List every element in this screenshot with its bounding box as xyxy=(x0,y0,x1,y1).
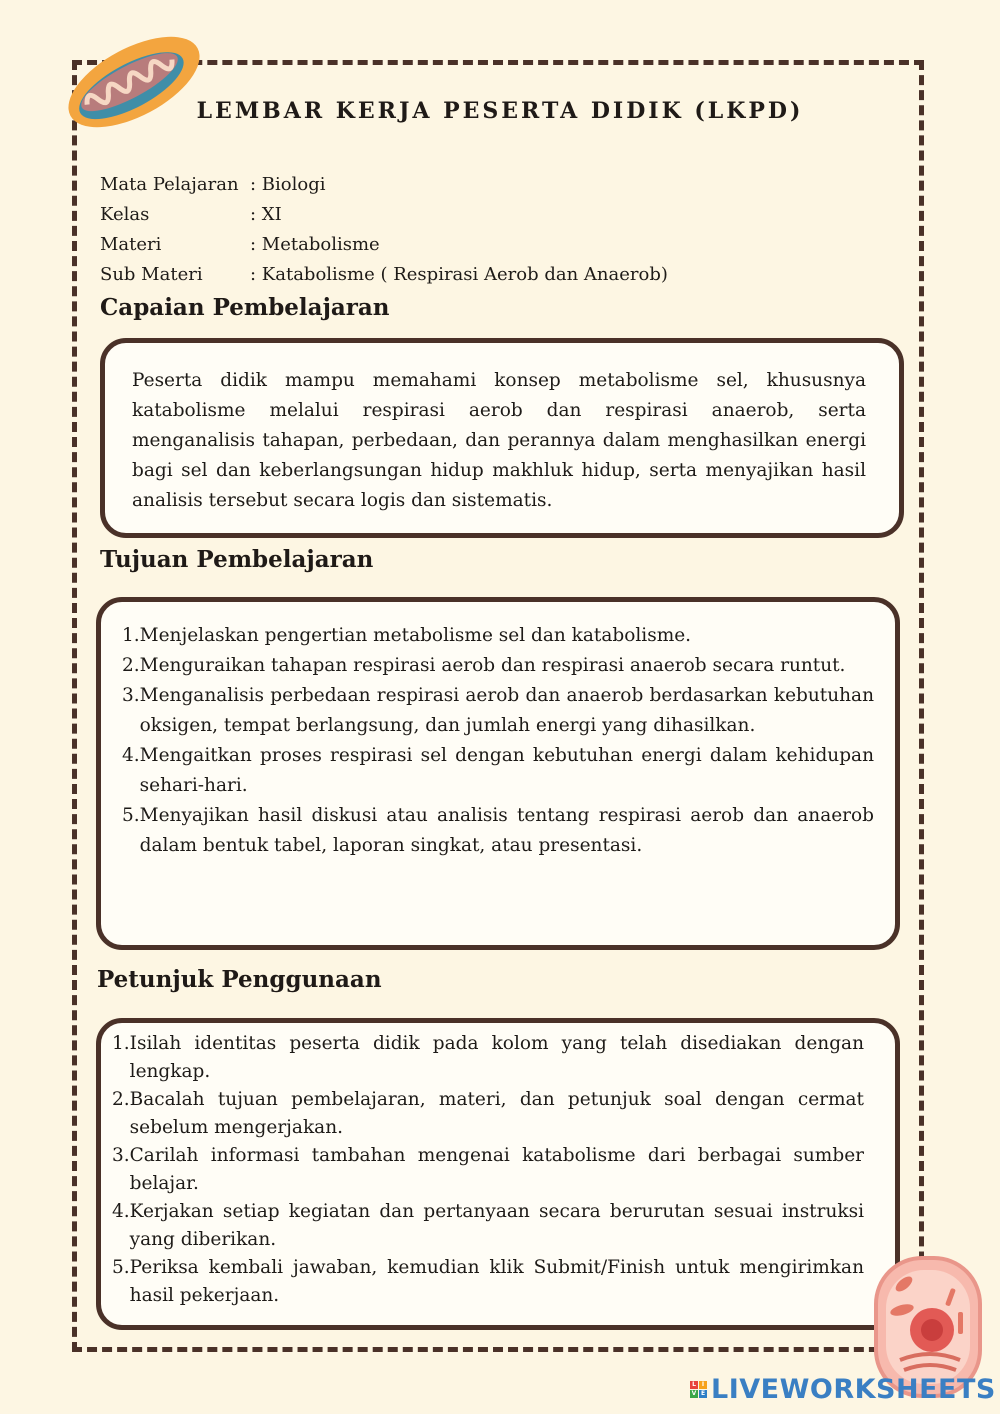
logo-badge-letter: L xyxy=(690,1381,698,1389)
list-item xyxy=(122,681,874,741)
identity-row xyxy=(100,260,668,290)
petunjuk-list-wrap xyxy=(112,1030,864,1310)
list-number: 1. xyxy=(112,1033,130,1054)
list-number: 5. xyxy=(112,1257,130,1278)
identity-value: : XI xyxy=(250,204,282,225)
list-item xyxy=(122,741,874,801)
list-text: Kerjakan setiap kegiatan dan pertanyaan secara berurutan sesuai instruksi yang diberikan. xyxy=(129,1201,864,1250)
list-item xyxy=(112,1254,864,1310)
list-item xyxy=(112,1030,864,1086)
list-text: Menganalisis perbedaan respirasi aerob dan anaerob berdasarkan kebutuhan oksigen, tempat berlangsung, dan jumlah energi yang dihasilkan. xyxy=(139,685,874,736)
identity-label: Kelas xyxy=(100,204,150,225)
tujuan-heading: Tujuan Pembelajaran xyxy=(100,546,374,573)
petunjuk-heading: Petunjuk Penggunaan xyxy=(97,966,382,993)
list-item xyxy=(112,1198,864,1254)
logo-wordmark: LIVEWORKSHEETS xyxy=(711,1373,996,1405)
page-title: LEMBAR KERJA PESERTA DIDIK (LKPD) xyxy=(196,98,804,124)
list-item xyxy=(122,651,874,681)
identity-block xyxy=(100,170,668,290)
identity-label: Mata Pelajaran xyxy=(100,174,239,195)
list-text: Bacalah tujuan pembelajaran, materi, dan petunjuk soal dengan cermat sebelum mengerjakan. xyxy=(129,1089,864,1138)
logo-badge-letter: I xyxy=(699,1381,707,1389)
logo-badge-letter: E xyxy=(700,1389,706,1397)
list-text: Menjelaskan pengertian metabolisme sel dan katabolisme. xyxy=(139,625,692,646)
identity-row xyxy=(100,200,668,230)
list-number: 2. xyxy=(112,1089,130,1110)
list-text: Mengaitkan proses respirasi sel dengan kebutuhan energi dalam kehidupan sehari-hari. xyxy=(139,745,874,796)
list-number: 1. xyxy=(122,625,140,646)
identity-label: Sub Materi xyxy=(100,264,203,285)
petunjuk-list xyxy=(112,1030,864,1310)
list-text: Carilah informasi tambahan mengenai katabolisme dari berbagai sumber belajar. xyxy=(129,1145,864,1194)
list-item xyxy=(122,621,874,651)
list-number: 4. xyxy=(122,745,140,766)
logo-badge-letter: V xyxy=(691,1389,697,1397)
capaian-text: Peserta didik mampu memahami konsep metabolisme sel, khususnya katabolisme melalui respirasi aerob dan respirasi anaerob, serta menganalisis tahapan, perbedaan, dan perannya dalam menghasilkan energi bagi sel dan keberlangsungan hidup makhluk hidup, serta menyajikan hasil analisis tersebut secara logis dan sistematis. xyxy=(132,370,866,511)
list-item xyxy=(112,1142,864,1198)
identity-value: : Biologi xyxy=(250,174,326,195)
list-text: Isilah identitas peserta didik pada kolom yang telah disediakan dengan lengkap. xyxy=(129,1033,864,1082)
list-text: Menguraikan tahapan respirasi aerob dan respirasi anaerob secara runtut. xyxy=(139,655,846,676)
list-number: 3. xyxy=(122,685,140,706)
list-number: 3. xyxy=(112,1145,130,1166)
tujuan-list-wrap xyxy=(122,621,874,861)
identity-row xyxy=(100,230,668,260)
list-text: Periksa kembali jawaban, kemudian klik Submit/Finish untuk mengirimkan hasil pekerjaan. xyxy=(129,1257,864,1306)
identity-value: : Metabolisme xyxy=(250,234,380,255)
list-text: Menyajikan hasil diskusi atau analisis tentang respirasi aerob dan anaerob dalam bentuk tabel, laporan singkat, atau presentasi. xyxy=(139,805,874,856)
identity-label: Materi xyxy=(100,234,162,255)
list-number: 5. xyxy=(122,805,140,826)
list-number: 4. xyxy=(112,1201,130,1222)
identity-value: : Katabolisme ( Respirasi Aerob dan Anaerob) xyxy=(250,264,668,285)
identity-row xyxy=(100,170,668,200)
liveworksheets-logo xyxy=(690,1372,996,1406)
tujuan-list xyxy=(122,621,874,861)
list-item xyxy=(112,1086,864,1142)
list-item xyxy=(122,801,874,861)
capaian-heading: Capaian Pembelajaran xyxy=(100,294,390,321)
list-number: 2. xyxy=(122,655,140,676)
logo-badge-icon xyxy=(690,1381,707,1398)
